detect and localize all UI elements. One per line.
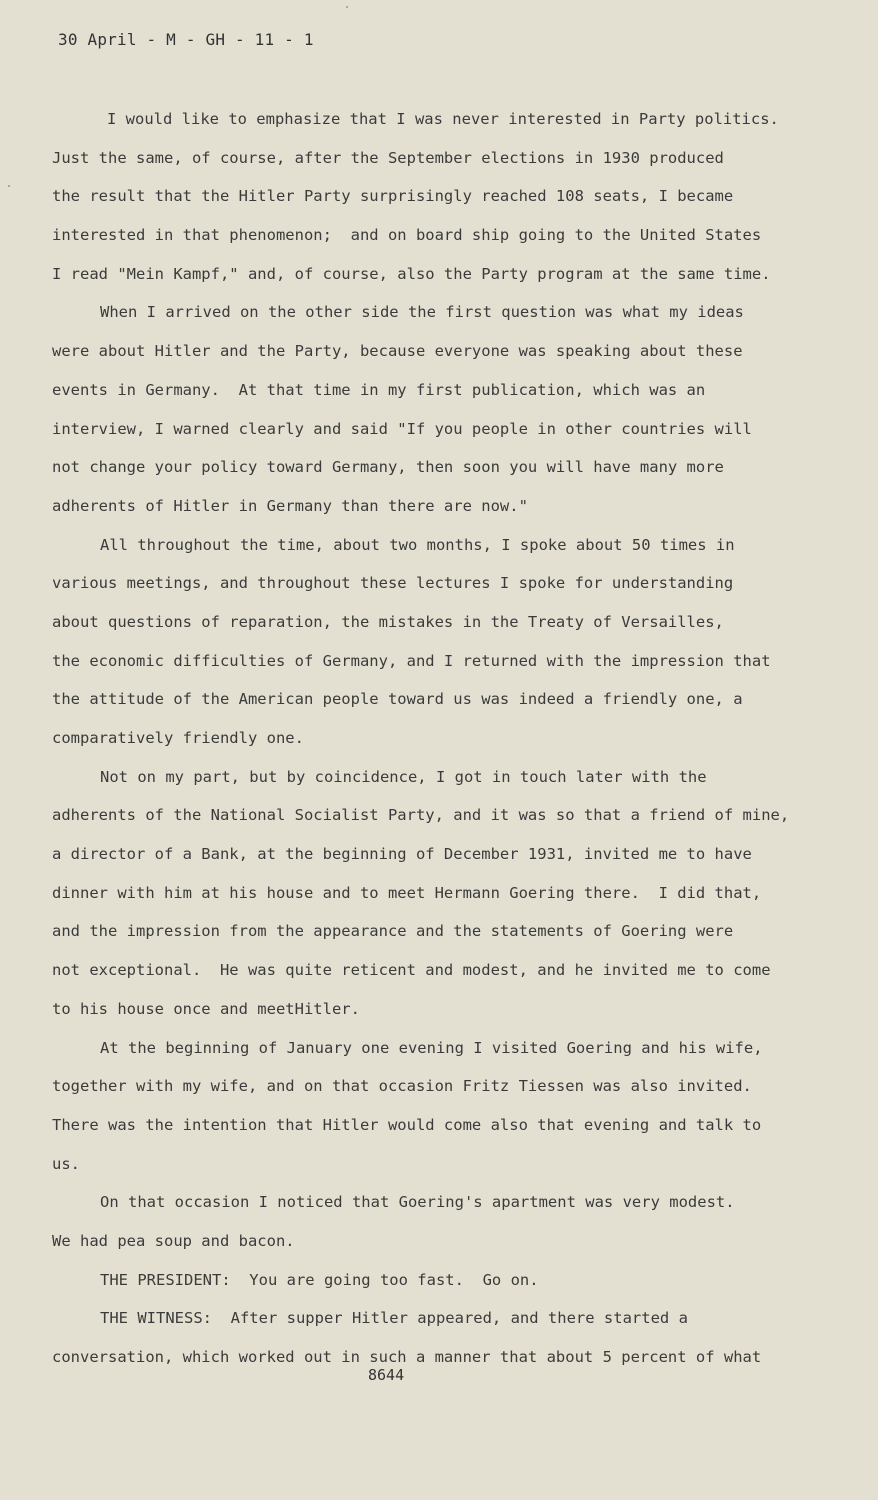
text-line: us. — [52, 1154, 80, 1173]
text-line: THE WITNESS: After supper Hitler appeared, and there started a — [100, 1309, 688, 1328]
text-line: Just the same, of course, after the September elections in 1930 produced — [52, 148, 724, 167]
text-line: I would like to emphasize that I was never interested in Party politics. — [107, 110, 779, 128]
text-line: the attitude of the American people toward us was indeed a friendly one, a — [52, 690, 743, 709]
text-line: about questions of reparation, the mistakes in the Treaty of Versailles, — [52, 612, 724, 631]
text-line: interview, I warned clearly and said "If you people in other countries will — [52, 419, 752, 438]
text-line: dinner with him at his house and to meet Hermann Goering there. I did that, — [52, 883, 762, 902]
page-number: 8644 — [368, 1366, 405, 1384]
text-line: to his house once and meetHitler. — [52, 999, 360, 1018]
text-line: THE PRESIDENT: You are going too fast. Go on. — [100, 1270, 539, 1289]
paper-speck — [8, 185, 10, 187]
text-line: various meetings, and throughout these lectures I spoke for understanding — [52, 574, 734, 593]
text-line: On that occasion I noticed that Goering's apartment was very modest. — [100, 1193, 735, 1212]
page-header: 30 April - M - GH - 11 - 1 — [58, 30, 314, 49]
text-line: the economic difficulties of Germany, and I returned with the impression that — [52, 651, 771, 670]
text-line: and the impression from the appearance and the statements of Goering were — [52, 922, 734, 941]
text-line: I read "Mein Kampf," and, of course, also the Party program at the same time. — [52, 264, 771, 283]
text-line: All throughout the time, about two months, I spoke about 50 times in — [100, 535, 735, 554]
document-body — [52, 100, 822, 1377]
text-line: the result that the Hitler Party surprisingly reached 108 seats, I became — [52, 187, 734, 206]
text-line: events in Germany. At that time in my first publication, which was an — [52, 380, 706, 399]
text-line: not exceptional. He was quite reticent and modest, and he invited me to come — [52, 961, 771, 980]
text-line: At the beginning of January one evening I visited Goering and his wife, — [100, 1038, 763, 1057]
text-line: were about Hitler and the Party, because everyone was speaking about these — [52, 342, 743, 361]
text-line: not change your policy toward Germany, then soon you will have many more — [52, 458, 724, 477]
paper-speck — [346, 6, 348, 8]
text-line: Not on my part, but by coincidence, I got in touch later with the — [100, 767, 707, 786]
text-line: We had pea soup and bacon. — [52, 1231, 295, 1250]
text-line: comparatively friendly one. — [52, 729, 304, 747]
text-line: adherents of the National Socialist Party, and it was so that a friend of mine, — [52, 806, 790, 825]
text-line: a director of a Bank, at the beginning of December 1931, invited me to have — [52, 845, 752, 864]
text-line: When I arrived on the other side the first question was what my ideas — [100, 303, 744, 322]
text-line: together with my wife, and on that occasion Fritz Tiessen was also invited. — [52, 1077, 752, 1096]
text-line: There was the intention that Hitler would come also that evening and talk to — [52, 1115, 762, 1134]
text-line: interested in that phenomenon; and on board ship going to the United States — [52, 226, 762, 245]
text-line: conversation, which worked out in such a manner that about 5 percent of what — [52, 1348, 762, 1366]
text-line: adherents of Hitler in Germany than there are now." — [52, 496, 528, 515]
